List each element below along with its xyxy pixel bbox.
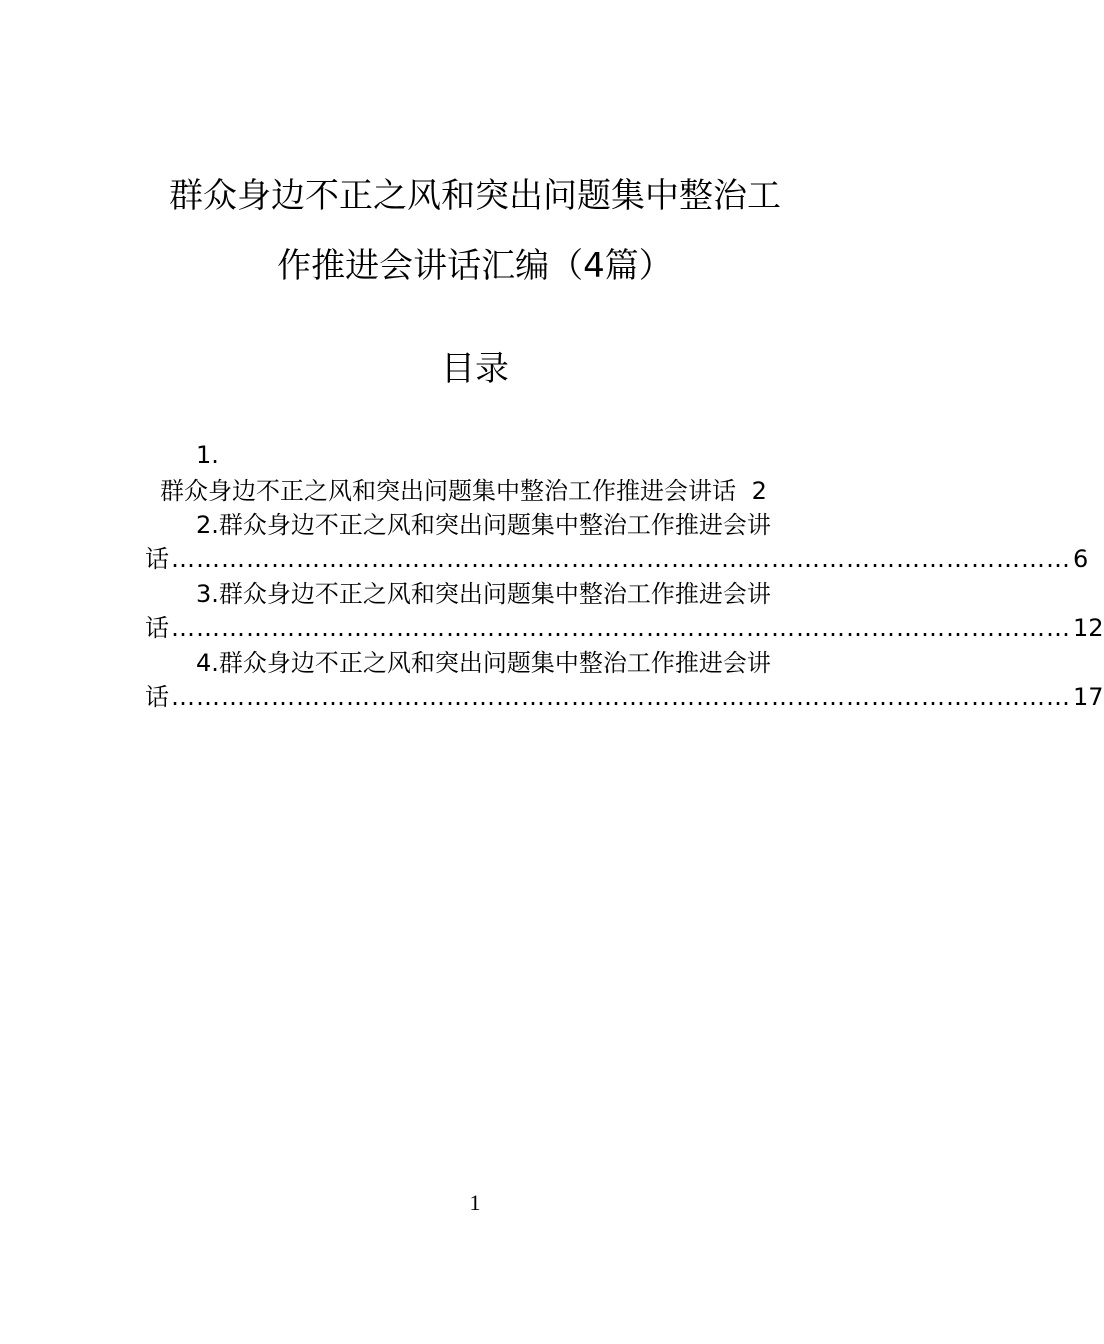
toc-entry-1-number[interactable]: 1. — [196, 441, 219, 469]
toc-entry-3-leader-line[interactable] — [145, 613, 1104, 643]
document-title-line-2: 作推进会讲话汇编（4篇） — [277, 246, 673, 286]
toc-entry-4-first-line[interactable]: 4.群众身边不正之风和突出问题集中整治工作推进会讲 — [196, 649, 771, 677]
toc-entry-2-dot-leader: ……………………………………………………………………………………………… — [171, 545, 1071, 573]
toc-entry-4-dot-leader: ……………………………………………………………………………………………… — [171, 683, 1071, 711]
toc-entry-1-page: 2 — [751, 477, 767, 505]
toc-entry-4-leader-line[interactable] — [145, 682, 1104, 712]
toc-entry-2-first-line[interactable]: 2.群众身边不正之风和突出问题集中整治工作推进会讲 — [196, 511, 771, 539]
toc-entry-3-page: 12 — [1073, 614, 1104, 642]
toc-heading: 目录 — [441, 349, 509, 389]
toc-entry-3-tail: 话 — [145, 614, 169, 642]
page-number-footer: 1 — [469, 1190, 481, 1215]
document-title-line-1: 群众身边不正之风和突出问题集中整治工 — [169, 176, 781, 216]
toc-entry-3-dot-leader: ……………………………………………………………………………………………… — [171, 614, 1071, 642]
toc-entry-2-page: 6 — [1073, 545, 1089, 573]
toc-entry-4-page: 17 — [1073, 683, 1104, 711]
toc-entry-2-tail: 话 — [145, 545, 169, 573]
toc-entry-3-first-line[interactable]: 3.群众身边不正之风和突出问题集中整治工作推进会讲 — [196, 580, 771, 608]
toc-entry-4-tail: 话 — [145, 683, 169, 711]
toc-entry-1-title: 群众身边不正之风和突出问题集中整治工作推进会讲话 — [160, 477, 736, 505]
toc-entry-1[interactable] — [160, 476, 767, 506]
toc-entry-2-leader-line[interactable] — [145, 544, 1089, 574]
